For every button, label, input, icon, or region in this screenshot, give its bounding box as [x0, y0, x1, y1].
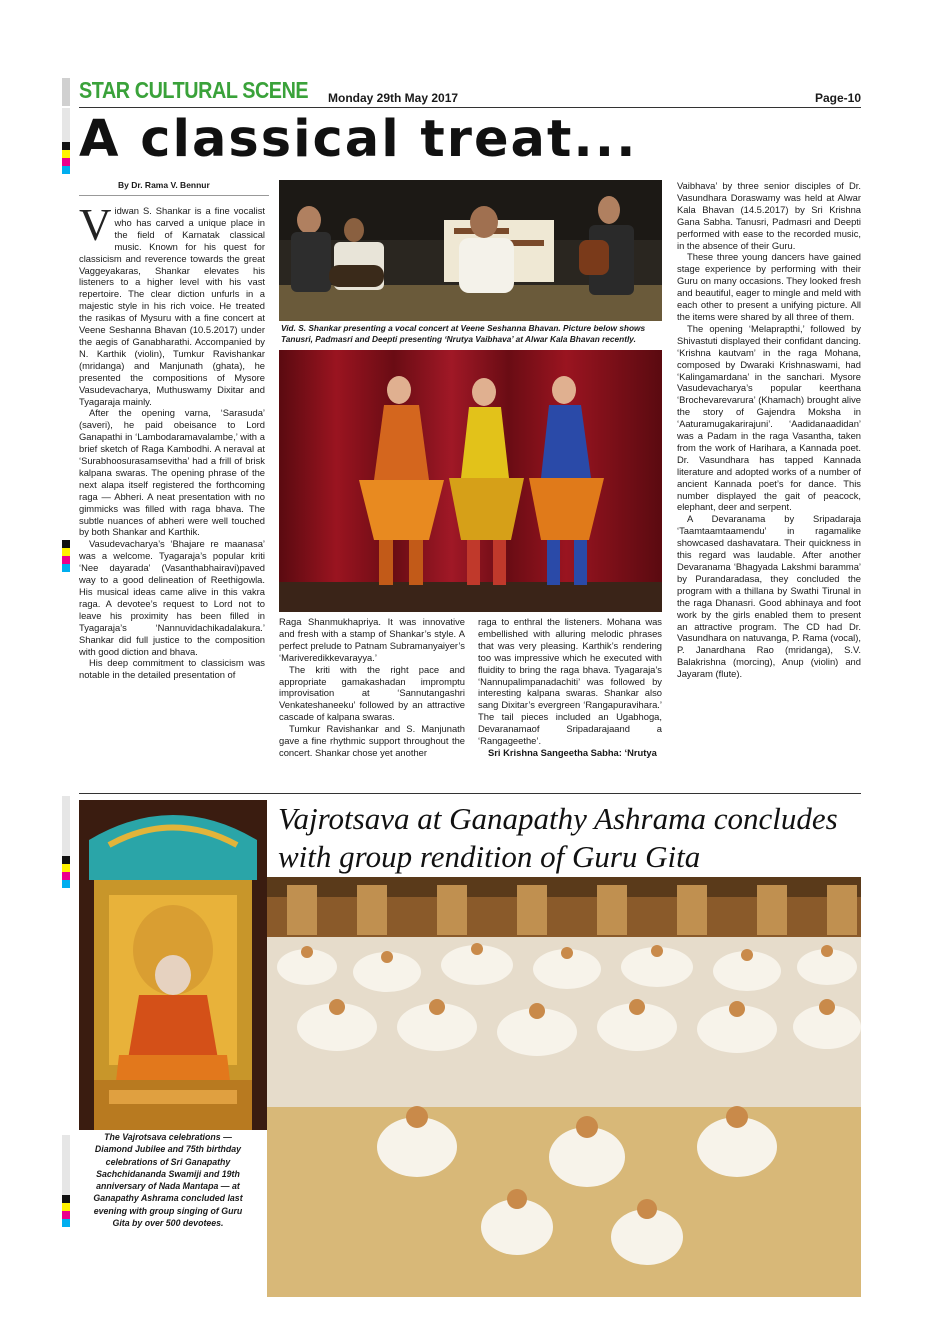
- col1-para-4: His deep commitment to classicism was notable in the detailed presentation of: [79, 657, 265, 681]
- article-headline: A classical treat...: [79, 110, 638, 169]
- registration-bar-top: [62, 78, 70, 106]
- registration-bar-1: [62, 108, 70, 174]
- drop-cap: V: [79, 200, 112, 250]
- byline-rule: [79, 195, 269, 196]
- page-number: Page-10: [814, 91, 861, 105]
- article-column-2: [279, 616, 465, 759]
- col1-para-2: After the opening varna, ‘Sarasuda’ (saveri), he paid obeisance to Lord Ganapathi in ‘Lambodaramavalambe,’ with a brief sketch of Raga Kambodhi. A neraval at ‘Surabhoosurasamsevitha’ had a frill of brisk kalpana swaras. The opening phrase of the next alapa itself registered the forthcoming raga — Abheri. A neat presentation with no gimmicks was filled with raga bhava. The subtle nuances of abheri were well touched by both Shankar and Karthik.: [79, 407, 265, 538]
- article2-headline-line1: Vajrotsava at Ganapathy Ashrama concludes: [278, 801, 838, 836]
- section-divider: [79, 793, 861, 794]
- col2-para-2: The kriti with the right pace and appropriate gamakashadan impromptu improvisation at ‘Sannutangashri Venkateshaneeku’ followed by an attractive cascade of kalpana swaras.: [279, 663, 465, 723]
- col4-para-3: The opening ‘Melaprapthi,’ followed by Shivastuti displayed their confidant dancing. ‘Krishna kautvam’ in the raga Mohana, composed by Dwaraki Krishnaswami, had ‘Kalingamardana’ in the sanchari. Mysore Vasudevacharya’s popular keerthana ‘Brochevarevarura’ (Khamach) brought alive the story of Gajendra Moksha in ‘Aaturamugakarirajuni’. ‘Aadidanaadidan’ was a Padam in the raga Vasantha, taken from the work of Harihara, a Kannada poet. Dr. Vasundhara has tapped Kannada literature and adopted works of a number of ancient Kannada poet’s for dance. This number displayed the gait of peacock, elephant, deer and serpent.: [677, 322, 861, 513]
- article-column-4: [677, 180, 861, 680]
- concert-photo-caption: Vid. S. Shankar presenting a vocal concert at Veene Seshanna Bhavan. Picture below shows Tanusri, Padmasri and Deepti presenting ‘Nrutya Vaibhava’ at Alwar Kala Bhavan recently.: [281, 323, 646, 344]
- swamiji-photo-caption: The Vajrotsava celebrations — Diamond Jubilee and 75th birthday celebrations of Sri Ganapathy Sachchidananda Swamiji and 19th anniversary of Nada Mantapa — at Ganapathy Ashrama concluded last evening with group singing of Guru Gita by over 500 devotees.: [93, 1132, 243, 1229]
- crowd-photo: [267, 877, 861, 1297]
- issue-date: Monday 29th May 2017: [328, 91, 459, 105]
- col4-para-2: These three young dancers have gained stage experience by performing with their Guru on many occasions. They looked fresh and beautiful, eager to mingle and meld with each other to present a unifying picture. All the items were shared by all three of them.: [677, 251, 861, 322]
- concert-photo: [279, 180, 662, 321]
- article-column-1: [79, 200, 265, 681]
- header-rule: [79, 107, 861, 108]
- article2-headline-line2: with group rendition of Guru Gita: [278, 839, 701, 874]
- article-column-3: [478, 616, 662, 759]
- col2-para-3: Tumkur Ravishankar and S. Manjunath gave a fine rhythmic support throughout the concert. Shankar chose yet another: [279, 723, 465, 758]
- swamiji-photo: [79, 800, 267, 1130]
- col1-para-3: Vasudevacharya’s ‘Bhajare re maanasa’ was a welcome. Tyagaraja’s popular kriti ‘Nee dayarada’ (Vasanthabhairavi)paved way to a good delineation of Reethigowla. His musical ideas came alive in this vakra raga. A devotee’s request to Lord not to leave his proximity has been filled in Tyagaraja’s ‘Nannuvidachikadalakura.’ Shankar did full justice to the composition with good diction and bhava.: [79, 538, 265, 657]
- col3-para-2: Sri Krishna Sangeetha Sabha: ‘Nrutya: [488, 746, 657, 758]
- article2-headline: [278, 800, 838, 876]
- section-label: STAR CULTURAL SCENE: [79, 77, 309, 103]
- registration-bar-4: [62, 1135, 70, 1227]
- registration-bar-3: [62, 796, 70, 888]
- col2-para-1: Raga Shanmukhapriya. It was innovative and fresh with a stamp of Shankar’s style. A perfect prelude to Patnam Subramanyaiyer’s ‘Mariveredikkevarayya.’: [279, 616, 465, 663]
- byline: By Dr. Rama V. Bennur: [118, 180, 210, 190]
- registration-bar-2: [62, 540, 70, 572]
- dance-photo: [279, 350, 662, 612]
- col4-para-1: Vaibhava’ by three senior disciples of Dr. Vasundhara Doraswamy was held at Alwar Kala Bhavan (14.5.2017) by Sri Krishna Gana Sabha. Tanusri, Padmasri and Deepti performed with ease to the recorded music, in the absence of their Guru.: [677, 180, 861, 251]
- col3-para-1: raga to enthral the listeners. Mohana was embellished with alluring melodic phrases that was very pleasing. Karthik’s rendering too was impressive which he executed with fluidity to bring the raga bhava. Tyagaraja’s ‘Nannupalimpanadachiti’ was followed by interesting kalpana swaras. Shankar also sang Dixitar’s evergreen ‘Rangapuravihara.’ The tail pieces included an Ugabhoga, Devaranamaof Sripadarajaand a ‘Rangageethe’.: [478, 616, 662, 747]
- col1-para-1: idwan S. Shankar is a fine vocalist who has carved a unique place in the field of Karnatak classical music. Known for his quest for classicism and reverence towards the great Vaggeyakaras, Shankar elevates his listeners to a higher level with his vast repertoire. The clear diction unfurls in a majestic style in his rich voice. He treated the rasikas of Mysuru with a fine concert at Veene Seshanna Bhavan (10.5.2017) under the aegis of Ganabharathi. Accompanied by N. Karthik (violin), Tumkur Ravishankar (mridanga) and Manjunath (ghata), he presented the compositions of Mysore Vasudevacharya, Muthuswamy Dixitar and Tyagaraja mainly.: [79, 205, 265, 407]
- col4-para-4: A Devaranama by Sripadaraja ‘Taamtaamtaamendu’ in ragamalike showcased dashavatara. Their quickness in this regard was laudable. After another Devaranama ‘Bhagyada Lakshmi baramma’ by Purandaradasa, they concluded the program with a thillana by Swathi Tirunal in the raga Dhanasri. Good abhinaya and foot work by the girls enabled them to present an attractive program. The CD had Dr. Vasundhara on natuvanga, P. Rama (vocal), P. Janardhana Rao (mridanga), S.V. Balakrishna (morcing), Anup (violin) and Jayaram (flute).: [677, 513, 861, 680]
